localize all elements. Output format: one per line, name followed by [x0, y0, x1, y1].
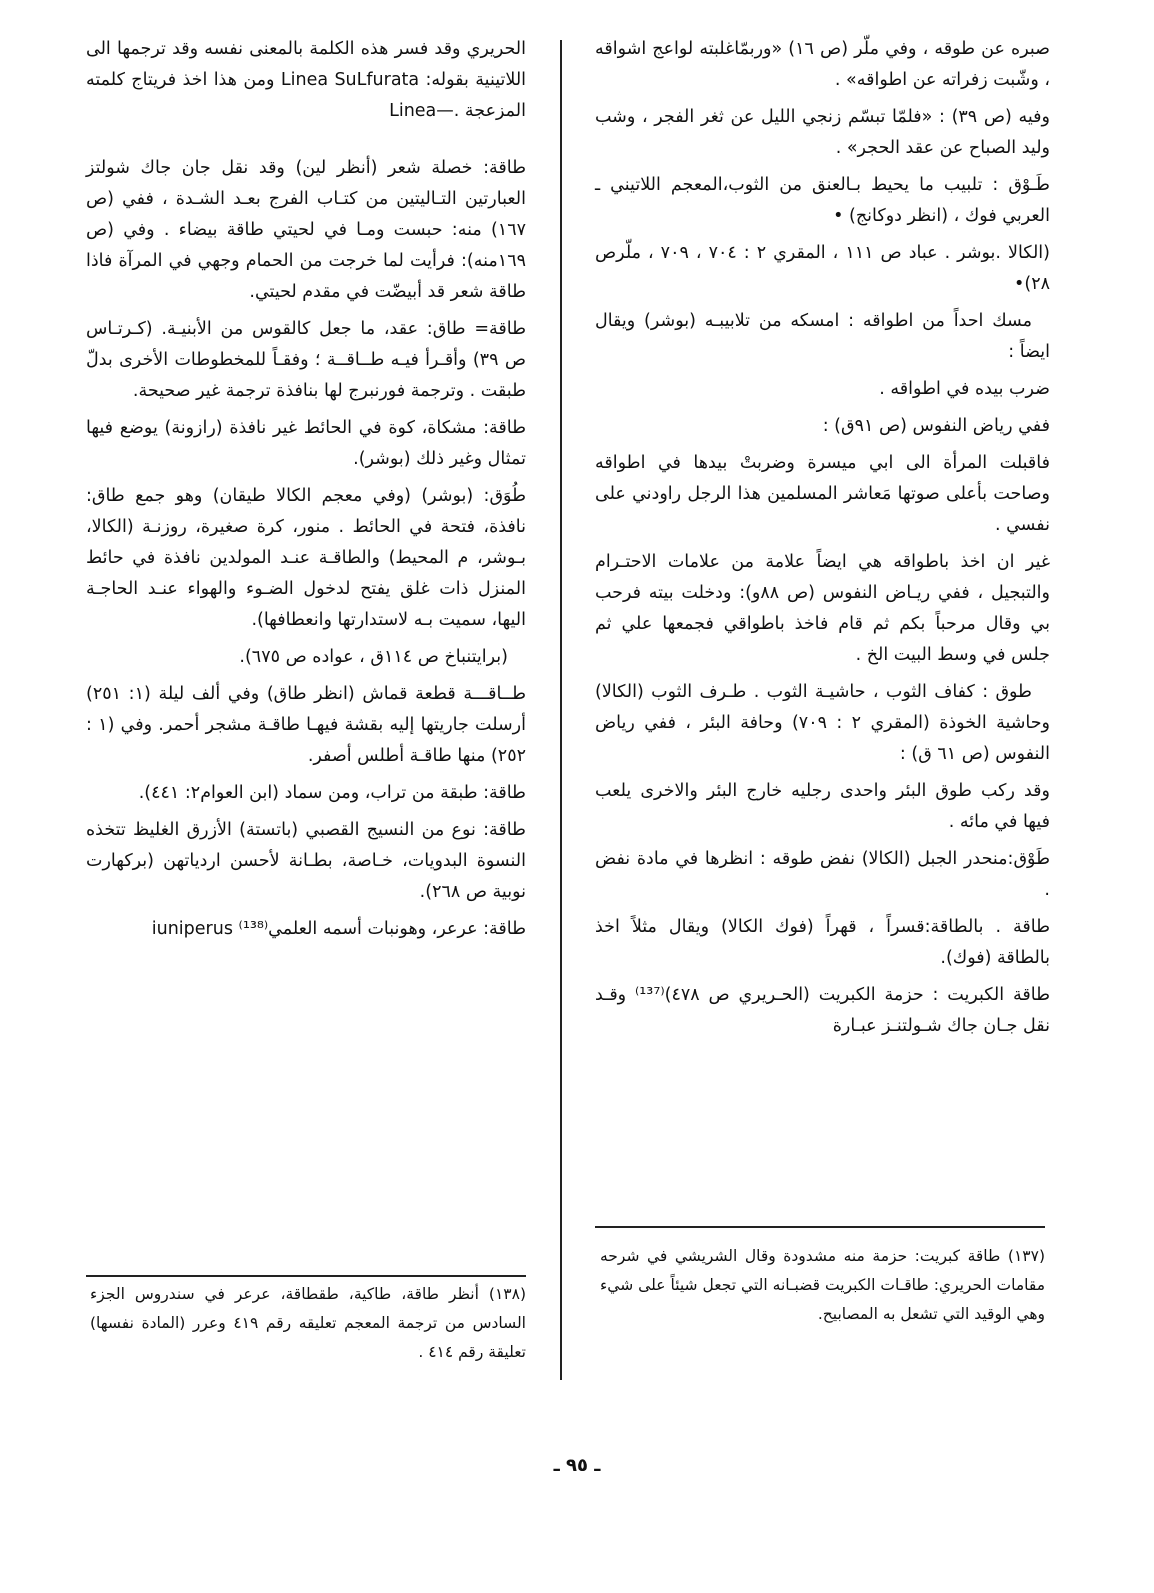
paragraph: ففي رياض النفوس (ص ٩١ق) : [822, 416, 1050, 436]
paragraph: طُوَق: (بوشر) (وفي معجم الكالا طيقان) وهو جمع طاق: نافذة، فتحة في الحائط . منور، كرة صغيرة، روزنـة (الكالا، بـوشر، م المحيط) والطاقـة عنـد المولدين نافذة في حائط المنزل ذات غلق يفتح لدخول الضـوء والهواء عنـد الحاجـة اليها، سميت بـه لاستدارتها وانعطافها). [86, 486, 526, 630]
footnote-137: (١٣٧) طاقة كبريت: حزمة منه مشدودة وقال الشريشي في شرحه مقامات الحريري: طاقـات الكبريت قضبـانه التي تجعل شيئاً على شيء وهي الوقيد التي تشعل به المصابيح. [600, 1247, 1045, 1323]
paragraph: طاقة . بالطاقة:قسراً ، قهراً (فوك الكالا) ويقال مثلاً اخذ بالطاقة (فوك). [595, 917, 1050, 968]
right-column [595, 34, 1050, 1048]
paragraph: (برايتنباخ ص ١١٤ق ، عواده ص ٦٧٥). [239, 647, 508, 667]
paragraph: غير ان اخذ باطواقه هي ايضاً علامة من علامات الاحتـرام والتبجيل ، ففي ريـاض النفوس (ص ٨٨و): ودخلت بيته فرحب بي وقال مرحباً بكم ثم قام فاخذ باطواقي فجمعها علي ثم جلس في وسط البيت الخ . [595, 552, 1050, 665]
paragraph: طَوْق:منحدر الجبل (الكالا) نفض طوقه : انظرها في مادة نفض . [595, 849, 1050, 900]
paragraph: مسك احداً من اطواقه : امسكه من تلابيبـه (بوشر) ويقال ايضاً : [595, 311, 1050, 362]
paragraph: طوق : كفاف الثوب ، حاشيـة الثوب . طـرف الثوب (الكالا) وحاشية الخوذة (المقري ٢ : ٧٠٩) وحافة البئر ، ففي رياض النفوس (ص ٦١ ق) : [595, 682, 1051, 764]
footnote-138: (١٣٨) أنظر طاقة، طاكية، طقطاقة، عرعر في سندروس الجزء السادس من ترجمة المعجم تعليقه رقم ٤١٩ وعرر (المادة نفسها) تعليقة رقم ٤١٤ . [90, 1285, 526, 1361]
paragraph: طاقة: طبقة من تراب، ومن سماد (ابن العوام٢: ٤٤١). [138, 783, 526, 803]
paragraph: وقد ركب طوق البئر واحدى رجليه خارج البئر والاخرى يلعب فيها في مائه . [595, 781, 1050, 832]
paragraph: طــاقـــة قطعة قماش (انظر طاق) وفي ألف ليلة (١: ٢٥١) أرسلت جاريتها إليه بقشة فيهـا طاقـة مشجر أحمر. وفي (١ : ٢٥٢) منها طاقـة أطلس أصفر. [86, 684, 526, 766]
paragraph: طاقة: خصلة شعر (أنظر لين) وقد نقل جان جاك شولتز العبارتين التـاليتين من كتـاب الفرج بعـد الشـدة ، ففي (ص ١٦٧) منه: حبست ومـا في لحيتي طاقة بيضاء . وفي (ص ١٦٩منه): فرأيت لما خرجت من الحمام وجهي في المرآة فاذا طاقة شعر قد أبيضّت في مقدم لحيتي. [86, 158, 526, 302]
paragraph: (الكالا .بوشر . عباد ص ١١١ ، المقري ٢ : ٧٠٤ ، ٧٠٩ ، ملّرص ٢٨)• [595, 243, 1050, 294]
paragraph: طاقة= طاق: عقد، ما جعل كالقوس من الأبنيـة. (كـرتـاس ص ٣٩) وأقـرأ فيـه طــاقــة ؛ وفقـاً للمخطوطات الأخرى بدلّ طبقت . وترجمة فورنبرج لها بنافذة ترجمة غير صحيحة. [86, 319, 526, 401]
paragraph: الحريري وقد فسر هذه الكلمة بالمعنى نفسه وقد ترجمها الى اللاتينية بقوله: Linea SuLfurata ومن هذا اخذ فريتاج كلمته المزعجة .—Linea [86, 39, 527, 121]
paragraph: فاقبلت المرأة الى ابي ميسرة وضربتْ بيدها في اطواقه وصاحت بأعلى صوتها مَعاشر المسلمين هذا الرجل راودني على نفسي . [595, 453, 1050, 535]
paragraph: صبره عن طوقه ، وفي ملّر (ص ١٦) «وربمّاغلبته لواعج اشواقه ، وشّبت زفراته عن اطواقه» . [595, 39, 1050, 90]
left-column [86, 34, 526, 951]
paragraph: طاقة: عرعر، وهونبات أسمه العلمي⁽¹³⁸⁾ iuniperus [151, 919, 526, 939]
paragraph: طَـوْق : تلبيب ما يحيط بـالعنق من الثوب،المعجم اللاتيني ـ العربي فوك ، (انظر دوكانج) • [595, 175, 1050, 226]
paragraph: وفيه (ص ٣٩) : «فلمّا تبسّم زنجي الليل عن ثغر الفجر ، وشب وليد الصباح عن عقد الحجر» . [595, 107, 1050, 158]
column-divider [560, 40, 562, 1380]
paragraph: طاقة: مشكاة، كوة في الحائط غير نافذة (رازونة) يوضع فيها تمثال وغير ذلك (بوشر). [86, 418, 526, 469]
paragraph: ضرب بيده في اطواقه . [879, 379, 1050, 399]
footnote-rule [86, 1275, 526, 1277]
footnote-rule [595, 1226, 1045, 1228]
paragraph: طاقة: نوع من النسيج القصبي (باتستة) الأزرق الغليظ تتخذه النسوة البدويات، خـاصة، بطـانة لأحسن اردياتهن (بركهارت نوبية ص ٢٦٨). [86, 820, 526, 902]
page-number: ـ ٩٥ ـ [553, 1455, 601, 1476]
paragraph: طاقة الكبريت : حزمة الكبريت (الحـريري ص ٤٧٨)⁽¹³⁷⁾ وقـد نقل جـان جاك شـولتنـز عبـارة [595, 985, 1050, 1036]
